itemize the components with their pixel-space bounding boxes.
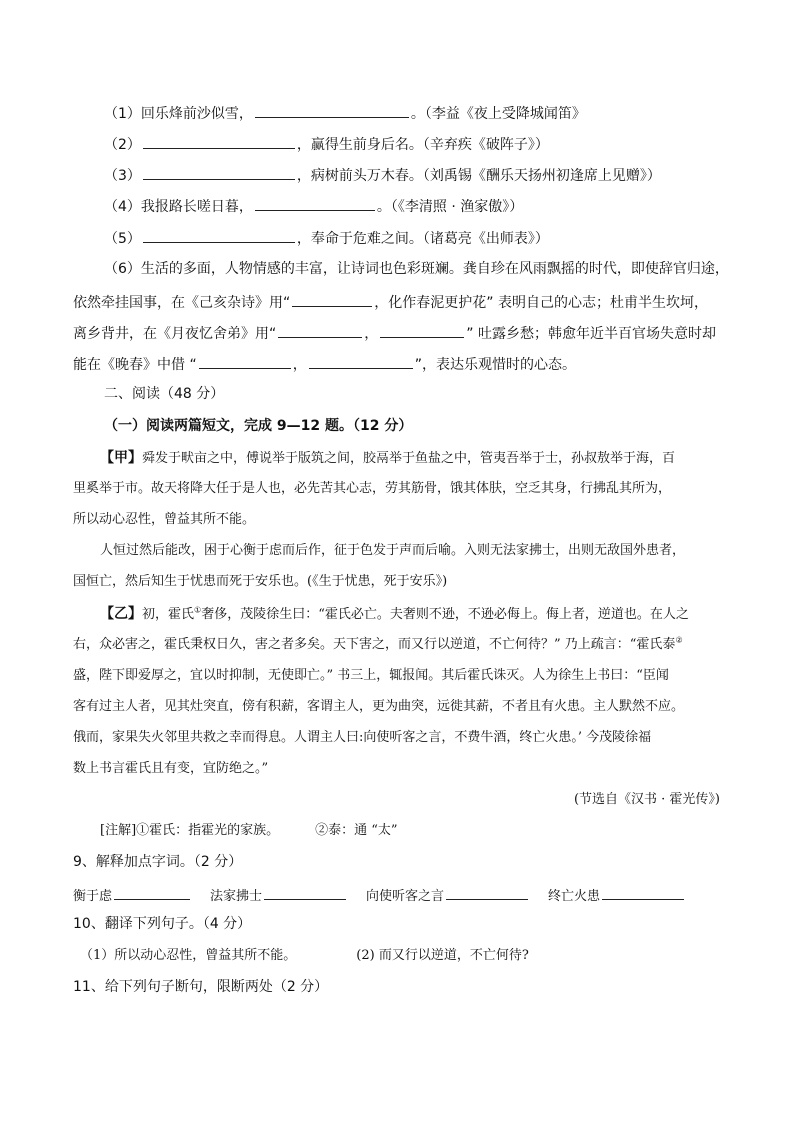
poem-item-6-blank-3[interactable] <box>380 322 464 338</box>
poem-item-4-before: 我报路长嗟日暮， <box>140 199 253 215</box>
poem-item-2-blank[interactable] <box>143 133 295 149</box>
poem-item-1-blank[interactable] <box>255 102 409 118</box>
passage-yi-text: 客有过主人者，见其灶突直，傍有积薪，客谓主人，更为曲突，远徙其薪，不者且有火患。主人默然不应。 <box>73 699 685 714</box>
passage-jia-line5 <box>73 572 447 592</box>
passage-jia-text: 人恒过然后能改，困于心衡于虑而后作，征于色发于声而后喻。入则无法家拂士，出则无敌国外患者， <box>100 543 686 558</box>
poem-item-6-line2 <box>73 291 708 313</box>
poem-item-6-text: 能在《晚春》中借 “ <box>73 357 197 373</box>
q9-word-1: 衡于虑 <box>73 889 113 904</box>
poem-item-2 <box>104 133 549 155</box>
question-9-words <box>73 884 686 907</box>
poem-item-4 <box>104 195 523 217</box>
poem-item-6-text: 依然牵挂国事，在《己亥杂诗》用“ <box>73 295 291 311</box>
passage-yi-line2 <box>73 635 683 655</box>
passage-yi-line6 <box>73 759 268 779</box>
passage-yi-text: 初，霍氏 <box>142 607 195 622</box>
poem-item-6-blank-2[interactable] <box>278 322 362 338</box>
poem-item-6-blank-1[interactable] <box>292 291 372 307</box>
passage-jia-line2 <box>73 479 671 499</box>
poem-item-3-blank[interactable] <box>143 164 295 180</box>
poem-item-6-text: ， <box>292 357 307 373</box>
q9-blank-4[interactable] <box>602 884 684 900</box>
poem-item-3-num: （3） <box>104 168 141 184</box>
annotation-2: ②泰：通 “太” <box>315 823 398 838</box>
poem-item-5-after: ，奉命于危难之间。（诸葛亮《出师表》） <box>296 231 549 247</box>
poem-item-6-text: ” 吐露乡愁；韩愈年近半百官场失意时却 <box>466 326 716 342</box>
q9-word-3: 向使听客之言 <box>366 889 445 904</box>
poem-item-6-text: ”，表达乐观惜时的心态。 <box>414 357 576 373</box>
passage-yi-text: 右，众必害之，霍氏秉权日久，害之者多矣。天下害之，而又行以逆道，不亡何待？” 乃上疏言：“霍氏泰 <box>73 637 676 652</box>
section-heading: 二、阅读（48 分） <box>104 386 225 402</box>
question-10-title: 10、翻译下列句子。（4 分） <box>73 916 252 932</box>
q10-sentence-2: (2) 而又行以逆道，不亡何待? <box>356 948 529 963</box>
passage-yi-line1 <box>100 604 689 625</box>
question-10-sentences <box>80 946 529 966</box>
poem-item-6-text: ， <box>364 326 379 342</box>
passage-yi-text: 俄而，家果失火邻里共救之幸而得息。人谓主人曰:向使听客之言，不费牛酒，终亡火患。’ 今茂陵徐福 <box>73 730 652 745</box>
footnote-marker-1: ① <box>194 605 202 615</box>
passage-yi-line4 <box>73 697 684 717</box>
poem-item-6-blank-5[interactable] <box>309 353 413 369</box>
poem-item-4-after: 。（《李清照 · 渔家傲》） <box>376 199 524 215</box>
passage-jia-line4 <box>100 541 685 561</box>
poem-item-6-text: （6）生活的多面，人物情感的丰富，让诗词也色彩斑斓。龚自珍在风雨飘摇的时代，即使辞官归途， <box>104 261 729 277</box>
question-9-title: 9、解释加点字词。（2 分） <box>73 854 243 870</box>
poem-item-3 <box>104 164 661 186</box>
poem-item-5 <box>104 227 549 249</box>
passage-jia-line3 <box>73 510 255 530</box>
footnote-marker-2: ② <box>675 635 683 645</box>
q9-blank-2[interactable] <box>264 884 346 900</box>
poem-item-2-num: （2） <box>104 137 141 153</box>
passage-yi-label: 【乙】 <box>100 606 142 622</box>
passage-jia-label: 【甲】 <box>100 450 142 466</box>
passage-jia-line1 <box>100 448 675 469</box>
passage-yi-source: (节选自《汉书 · 霍光传》) <box>573 792 720 807</box>
poem-item-1 <box>104 102 586 124</box>
passage-jia-text: 所以动心忍性，曾益其所不能。 <box>73 512 256 527</box>
poem-item-4-num: （4） <box>104 199 141 215</box>
poem-item-6-line3 <box>73 322 716 344</box>
passage-jia-text: 里奚举于市。故天将降大任于是人也，必先苦其心志，劳其筋骨，饿其体肤，空乏其身，行拂乱其所为， <box>73 481 672 496</box>
q9-word-2: 法家拂士 <box>210 889 263 904</box>
poem-item-4-blank[interactable] <box>255 195 375 211</box>
poem-item-1-before: 回乐烽前沙似雪， <box>140 106 253 122</box>
poem-item-1-num: （1） <box>104 106 141 122</box>
annotation-line <box>100 821 398 841</box>
passage-yi-line5 <box>73 728 651 748</box>
poem-item-2-after: ，赢得生前身后名。（辛弃疾《破阵子》） <box>296 137 549 153</box>
passage-jia-text: 国恒亡，然后知生于忧患而死于安乐也。(《生于忧患，死于安乐》) <box>73 574 448 589</box>
q10-sentence-1: （1）所以动心忍性，曾益其所不能。 <box>80 948 297 963</box>
passage-jia-text: 舜发于畎亩之中，傅说举于版筑之间，胶鬲举于鱼盐之中，管夷吾举于士，孙叔敖举于海，百 <box>142 451 676 466</box>
poem-item-6-line4 <box>73 353 576 375</box>
passage-yi-text: 盛，陛下即爱厚之，宜以时抑制，无使即亡。” 书三上，辄报闻。其后霍氏诛灭。人为徐生上书曰：“臣闻 <box>73 668 669 683</box>
poem-item-6-text: 离乡背井，在《月夜忆舍弟》用“ <box>73 326 277 342</box>
question-11-title: 11、给下列句子断句，限断两处（2 分） <box>73 979 329 995</box>
passage-yi-text: 奢侈，茂陵徐生曰：“霍氏必亡。夫奢则不逊，不逊必侮上。侮上者，逆道也。在人之 <box>201 607 689 622</box>
poem-item-5-num: （5） <box>104 231 141 247</box>
poem-item-5-blank[interactable] <box>143 227 295 243</box>
poem-item-6-blank-4[interactable] <box>199 353 291 369</box>
poem-item-6-text: ，化作春泥更护花” 表明自己的心志；杜甫半生坎坷， <box>374 295 708 311</box>
passage-yi-line3 <box>73 666 669 686</box>
q9-blank-1[interactable] <box>114 884 190 900</box>
q9-blank-3[interactable] <box>446 884 528 900</box>
q9-word-4: 终亡火患 <box>548 889 601 904</box>
poem-item-3-after: ，病树前头万木春。（刘禹锡《酬乐天扬州初逢席上见赠》） <box>296 168 661 184</box>
passage-yi-text: 数上书言霍氏且有变，宜防绝之。” <box>73 761 269 776</box>
sub-section-heading: （一）阅读两篇短文，完成 9—12 题。（12 分） <box>104 418 413 434</box>
poem-item-1-after: 。（李益《夜上受降城闻笛》 <box>410 106 586 122</box>
poem-item-6-line1 <box>104 259 729 279</box>
annotation-1: [注解]①霍氏：指霍光的家族。 <box>100 823 280 838</box>
